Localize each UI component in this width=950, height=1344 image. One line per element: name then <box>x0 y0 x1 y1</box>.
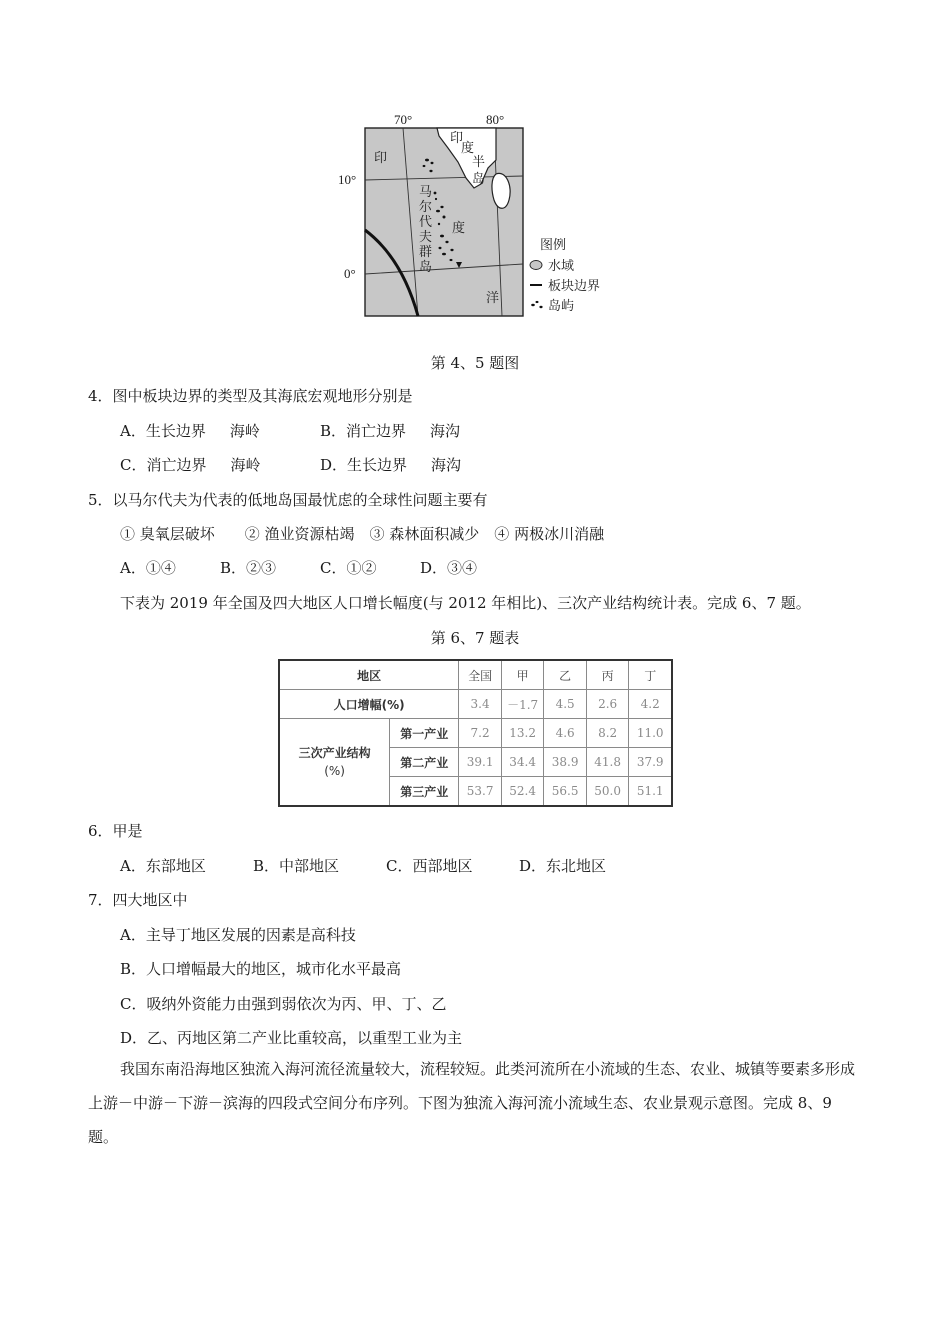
q7-option-b: B．人口增幅最大的地区，城市化水平最高 <box>120 960 402 978</box>
q5-items: ① 臭氧层破坏 ② 渔业资源枯竭 ③ 森林面积减少 ④ 两极冰川消融 <box>120 525 605 543</box>
svg-text:群: 群 <box>419 245 433 260</box>
svg-text:度: 度 <box>461 141 475 156</box>
col-header: 丙 <box>586 660 629 690</box>
svg-text:尔: 尔 <box>419 200 433 215</box>
col-header: 乙 <box>544 660 587 690</box>
intro-8-9: 我国东南沿海地区独流入海河流径流量较大，流程较短。此类河流所在小流域的生态、农业、城镇等要素多形成上游－中游－下游－滨海的四段式空间分布序列。下图为独流入海河流小流域生态、农业景观示意图。完成 8、9 题。 <box>88 1060 856 1146</box>
struct-label: 三次产业结构 (%) <box>279 719 390 807</box>
table-cell: 51.1 <box>629 777 672 807</box>
pop-label: 人口增幅(%) <box>279 690 459 719</box>
table-cell: 41.8 <box>586 748 629 777</box>
q6-option-a: A．东部地区 <box>120 857 206 875</box>
svg-text:印: 印 <box>450 131 464 146</box>
table-row <box>279 690 672 719</box>
row-label: 第二产业 <box>390 748 459 777</box>
q5-option-a: A．①④ <box>120 559 176 577</box>
sri-lanka <box>492 173 510 208</box>
legend-water: 水域 <box>548 259 575 274</box>
legend-title: 图例 <box>540 238 567 253</box>
island-icon <box>531 301 542 308</box>
legend-boundary: 板块边界 <box>548 279 601 294</box>
row-label: 第一产业 <box>390 719 459 748</box>
q7-option-a: A．主导丁地区发展的因素是高科技 <box>120 926 356 944</box>
q7-option-d: D．乙、丙地区第二产业比重较高，以重型工业为主 <box>120 1029 463 1047</box>
indian-ocean-map <box>330 108 620 324</box>
table-cell: －1.7 <box>501 690 544 719</box>
q5-option-b: B．②③ <box>220 559 277 577</box>
svg-text:夫: 夫 <box>419 230 433 245</box>
region-header: 地区 <box>279 660 459 690</box>
q6-stem: 6．甲是 <box>88 822 143 840</box>
table-caption: 第 6、7 题表 <box>430 629 520 647</box>
row-label: 第三产业 <box>390 777 459 807</box>
table-cell: 4.5 <box>544 690 587 719</box>
svg-text:半: 半 <box>472 155 486 170</box>
map-legend <box>530 238 600 314</box>
table-cell: 39.1 <box>459 748 502 777</box>
lat-label-0: 0° <box>344 266 356 281</box>
col-header: 全国 <box>459 660 502 690</box>
table-cell: 52.4 <box>501 777 544 807</box>
q4-option-a: A．生长边界 海岭 <box>120 422 260 440</box>
intro-6-7: 下表为 2019 年全国及四大地区人口增长幅度(与 2012 年相比)、三次产业结构统计表。完成 6、7 题。 <box>120 594 811 612</box>
q4-option-d: D．生长边界 海沟 <box>320 456 462 474</box>
lon-label-80: 80° <box>486 112 505 127</box>
q6-option-d: D．东北地区 <box>519 857 607 875</box>
q4-option-b: B．消亡边界 海沟 <box>320 422 461 440</box>
table-cell: 53.7 <box>459 777 502 807</box>
table-cell: 37.9 <box>629 748 672 777</box>
figure-caption: 第 4、5 题图 <box>430 354 520 372</box>
table-header-row <box>279 660 672 690</box>
table-cell: 2.6 <box>586 690 629 719</box>
col-header: 甲 <box>501 660 544 690</box>
q7-stem: 7．四大地区中 <box>88 891 188 909</box>
table-cell: 3.4 <box>459 690 502 719</box>
table-cell: 4.2 <box>629 690 672 719</box>
maldives-label <box>419 185 432 275</box>
table-cell: 38.9 <box>544 748 587 777</box>
map-figure <box>330 108 620 324</box>
svg-text:印: 印 <box>374 151 388 166</box>
svg-text:岛: 岛 <box>419 260 433 275</box>
table-row <box>279 719 672 748</box>
stats-table <box>278 659 673 807</box>
q5-option-c: C．①② <box>320 559 377 577</box>
q5-option-d: D．③④ <box>420 559 478 577</box>
table-cell: 7.2 <box>459 719 502 748</box>
q6-option-c: C．西部地区 <box>386 857 473 875</box>
q7-option-c: C．吸纳外资能力由强到弱依次为丙、甲、丁、乙 <box>120 995 447 1013</box>
svg-text:代: 代 <box>419 215 433 230</box>
table-cell: 56.5 <box>544 777 587 807</box>
sea-area <box>365 128 523 316</box>
table-cell: 8.2 <box>586 719 629 748</box>
svg-text:马: 马 <box>419 185 433 200</box>
table-cell: 4.6 <box>544 719 587 748</box>
q4-stem: 4．图中板块边界的类型及其海底宏观地形分别是 <box>88 387 413 405</box>
lon-label-70: 70° <box>394 112 413 127</box>
svg-text:洋: 洋 <box>486 291 500 306</box>
col-header: 丁 <box>629 660 672 690</box>
table-cell: 50.0 <box>586 777 629 807</box>
svg-text:岛: 岛 <box>472 172 486 187</box>
table-cell: 13.2 <box>501 719 544 748</box>
svg-text:度: 度 <box>452 221 466 236</box>
lat-label-10: 10° <box>338 172 357 187</box>
q4-option-c: C．消亡边界 海岭 <box>120 456 261 474</box>
q6-option-b: B．中部地区 <box>253 857 340 875</box>
legend-island: 岛屿 <box>548 299 575 314</box>
water-icon <box>530 261 542 270</box>
table-cell: 11.0 <box>629 719 672 748</box>
table-cell: 34.4 <box>501 748 544 777</box>
q5-stem: 5．以马尔代夫为代表的低地岛国最忧虑的全球性问题主要有 <box>88 491 488 509</box>
